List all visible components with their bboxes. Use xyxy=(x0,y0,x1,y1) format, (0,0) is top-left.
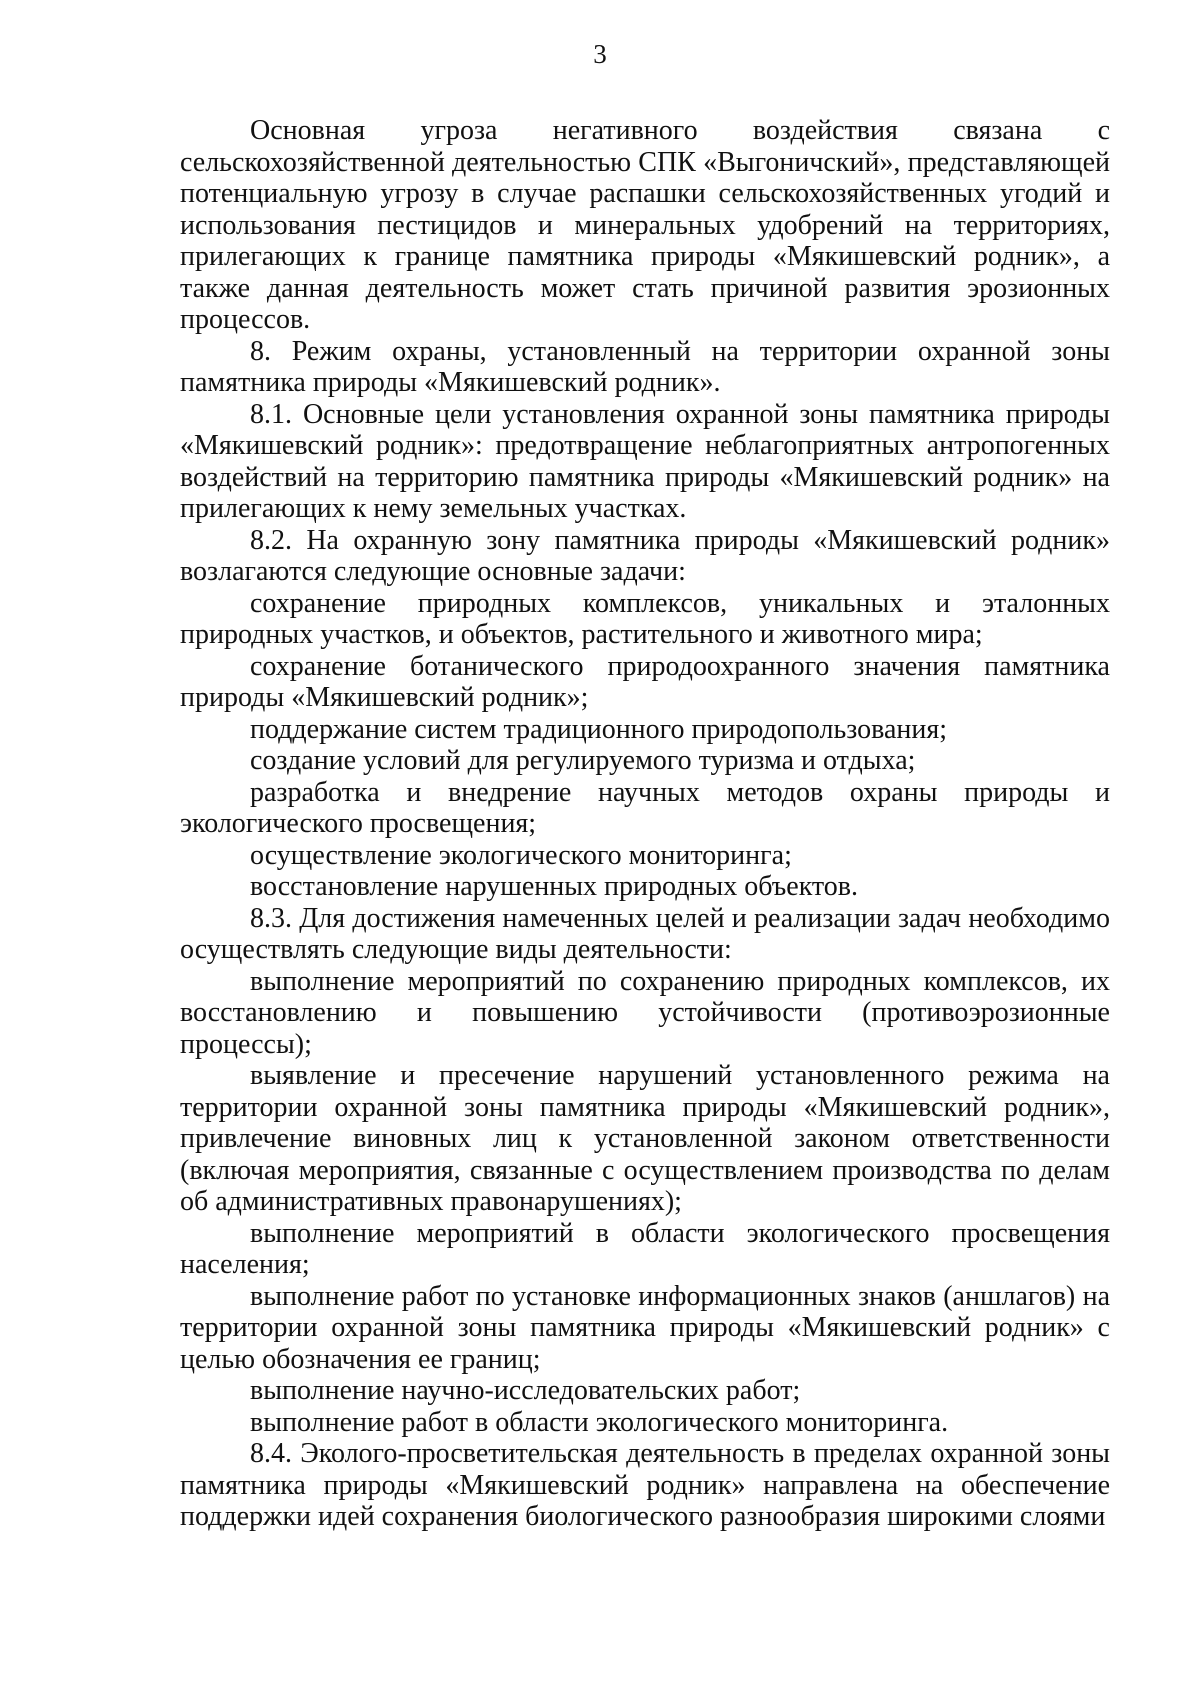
list-item: создание условий для регулируемого туризма и отдыха; xyxy=(250,745,916,776)
paragraph-threat: Основная угроза негативного воздействия связана с сельскохозяйственной деятельностью СПК «Выгоничский», представляющей потенциальную угрозу в случае распашки сельскохозяйственных угодий и использования пестицидов и минеральных удобрений на территориях, прилегающих к границе памятника природы «Мякишевский родник», а также данная деятельность может стать причиной развития эрозионных процессов. xyxy=(180,115,1110,335)
list-item: выполнение работ по установке информационных знаков (аншлагов) на территории охранной зоны памятника природы «Мякишевский родник» с целью обозначения ее границ; xyxy=(180,1280,1110,1375)
list-item: восстановление нарушенных природных объектов. xyxy=(250,871,859,902)
list-item: выполнение мероприятий в области экологического просвещения населения; xyxy=(180,1217,1110,1280)
paragraph-section-8: 8. Режим охраны, установленный на территории охранной зоны памятника природы «Мякишевский родник». xyxy=(180,335,1110,398)
page-number: 3 xyxy=(593,39,607,69)
list-item: разработка и внедрение научных методов охраны природы и экологического просвещения; xyxy=(180,776,1110,839)
list-item: осуществление экологического мониторинга; xyxy=(250,839,792,871)
paragraph-section-8-2: 8.2. На охранную зону памятника природы «Мякишевский родник» возлагаются следующие основные задачи: xyxy=(180,524,1110,587)
document-body xyxy=(180,115,1110,1533)
list-item: выполнение работ в области экологического мониторинга. xyxy=(250,1406,949,1438)
list-item: сохранение ботанического природоохранного значения памятника природы «Мякишевский родник»; xyxy=(180,650,1110,713)
list-item: выполнение научно-исследовательских работ; xyxy=(250,1375,801,1406)
list-item: поддержание систем традиционного природопользования; xyxy=(250,713,948,745)
list-item: сохранение природных комплексов, уникальных и эталонных природных участков, и объектов, растительного и животного мира; xyxy=(180,587,1110,650)
list-item: выполнение мероприятий по сохранению природных комплексов, их восстановлению и повышению устойчивости (противоэрозионные процессы); xyxy=(180,965,1110,1060)
paragraph-section-8-4: 8.4. Эколого-просветительская деятельность в пределах охранной зоны памятника природы «Мякишевский родник» направлена на обеспечение поддержки идей сохранения биологического разнообразия широкими слоями xyxy=(180,1438,1110,1532)
list-item: выявление и пресечение нарушений установленного режима на территории охранной зоны памятника природы «Мякишевский родник», привлечение виновных лиц к установленной законом ответственности (включая мероприятия, связанные с осуществлением производства по делам об административных правонарушениях); xyxy=(180,1060,1110,1217)
paragraph-section-8-1: 8.1. Основные цели установления охранной зоны памятника природы «Мякишевский родник»: предотвращение неблагоприятных антропогенных воздействий на территорию памятника природы «Мякишевский родник» на прилегающих к нему земельных участках. xyxy=(180,398,1110,524)
paragraph-section-8-3: 8.3. Для достижения намеченных целей и реализации задач необходимо осуществлять следующие виды деятельности: xyxy=(180,902,1110,965)
